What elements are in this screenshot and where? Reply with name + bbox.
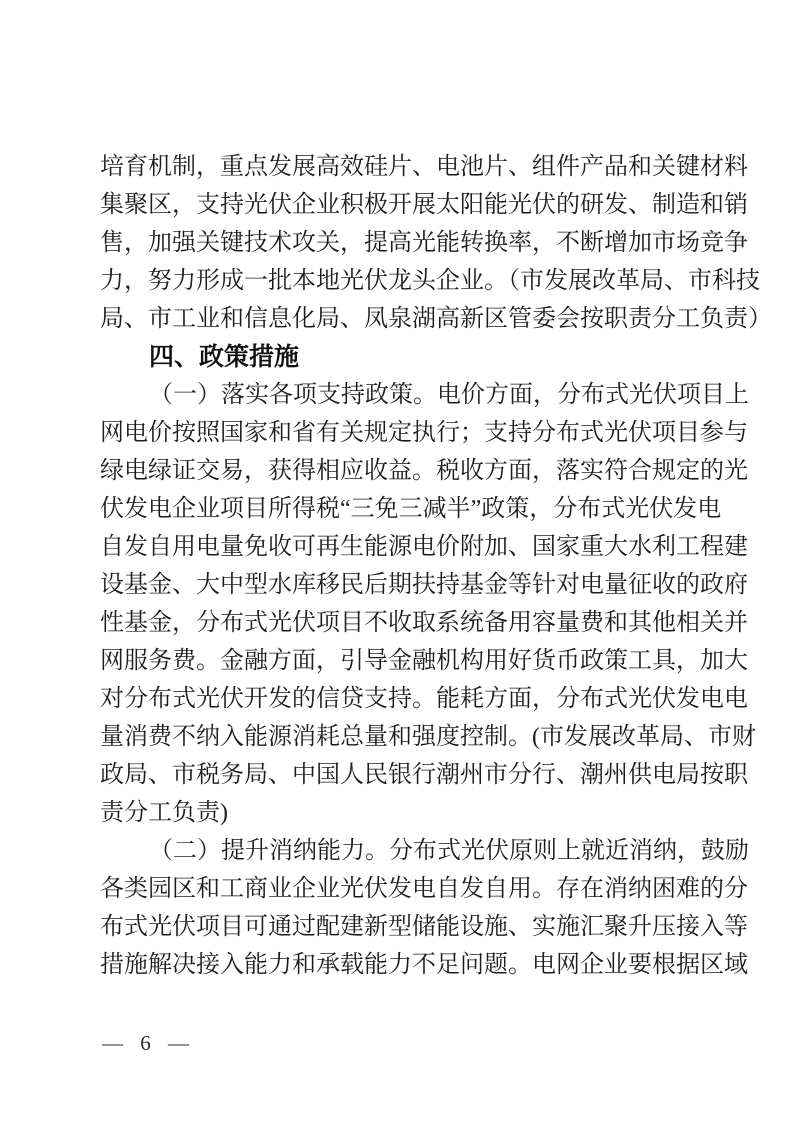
text-line: 各类园区和工商业企业光伏发电自发自用。存在消纳困难的分 bbox=[100, 876, 748, 902]
text-line: 对分布式光伏开发的信贷支持。能耗方面，分布式光伏发电电 bbox=[100, 686, 748, 712]
page-number: — 6 — bbox=[102, 1031, 190, 1055]
text-line: 局、市工业和信息化局、凤泉湖高新区管委会按职责分工负责） bbox=[100, 306, 772, 332]
section-heading: 四、政策措施 bbox=[149, 343, 300, 371]
text-line: 集聚区，支持光伏企业积极开展太阳能光伏的研发、制造和销 bbox=[100, 192, 748, 218]
text-line: 网服务费。金融方面，引导金融机构用好货币政策工具，加大 bbox=[100, 648, 748, 674]
paragraph-two-first-line: （二）提升消纳能力。分布式光伏原则上就近消纳，鼓励 bbox=[149, 838, 749, 864]
paragraph-one-first-line: （一）落实各项支持政策。电价方面，分布式光伏项目上 bbox=[149, 382, 749, 408]
text-line: 伏发电企业项目所得税“三免三减半”政策，分布式光伏发电 bbox=[100, 496, 722, 522]
text-line: 自发自用电量免收可再生能源电价附加、国家重大水利工程建 bbox=[100, 534, 748, 560]
text-line: 网电价按照国家和省有关规定执行；支持分布式光伏项目参与 bbox=[100, 420, 748, 446]
text-line: 措施解决接入能力和承载能力不足问题。电网企业要根据区域 bbox=[100, 952, 748, 978]
text-line: 力，努力形成一批本地光伏龙头企业。（市发展改革局、市科技 bbox=[100, 268, 760, 294]
text-line: 量消费不纳入能源消耗总量和强度控制。(市发展改革局、市财 bbox=[100, 724, 756, 750]
text-line: 性基金，分布式光伏项目不收取系统备用容量费和其他相关并 bbox=[100, 610, 748, 636]
text-line: 设基金、大中型水库移民后期扶持基金等针对电量征收的政府 bbox=[100, 572, 748, 598]
text-line: 培育机制，重点发展高效硅片、电池片、组件产品和关键材料 bbox=[100, 154, 748, 180]
paragraph-one-last-line: 责分工负责) bbox=[100, 800, 228, 826]
text-line: 政局、市税务局、中国人民银行潮州市分行、潮州供电局按职 bbox=[100, 762, 748, 788]
text-line: 售，加强关键技术攻关，提高光能转换率，不断增加市场竞争 bbox=[100, 230, 748, 256]
text-line: 布式光伏项目可通过配建新型储能设施、实施汇聚升压接入等 bbox=[100, 914, 748, 940]
document-body bbox=[100, 148, 772, 984]
text-line: 绿电绿证交易，获得相应收益。税收方面，落实符合规定的光 bbox=[100, 458, 748, 484]
page-footer bbox=[102, 1028, 190, 1058]
